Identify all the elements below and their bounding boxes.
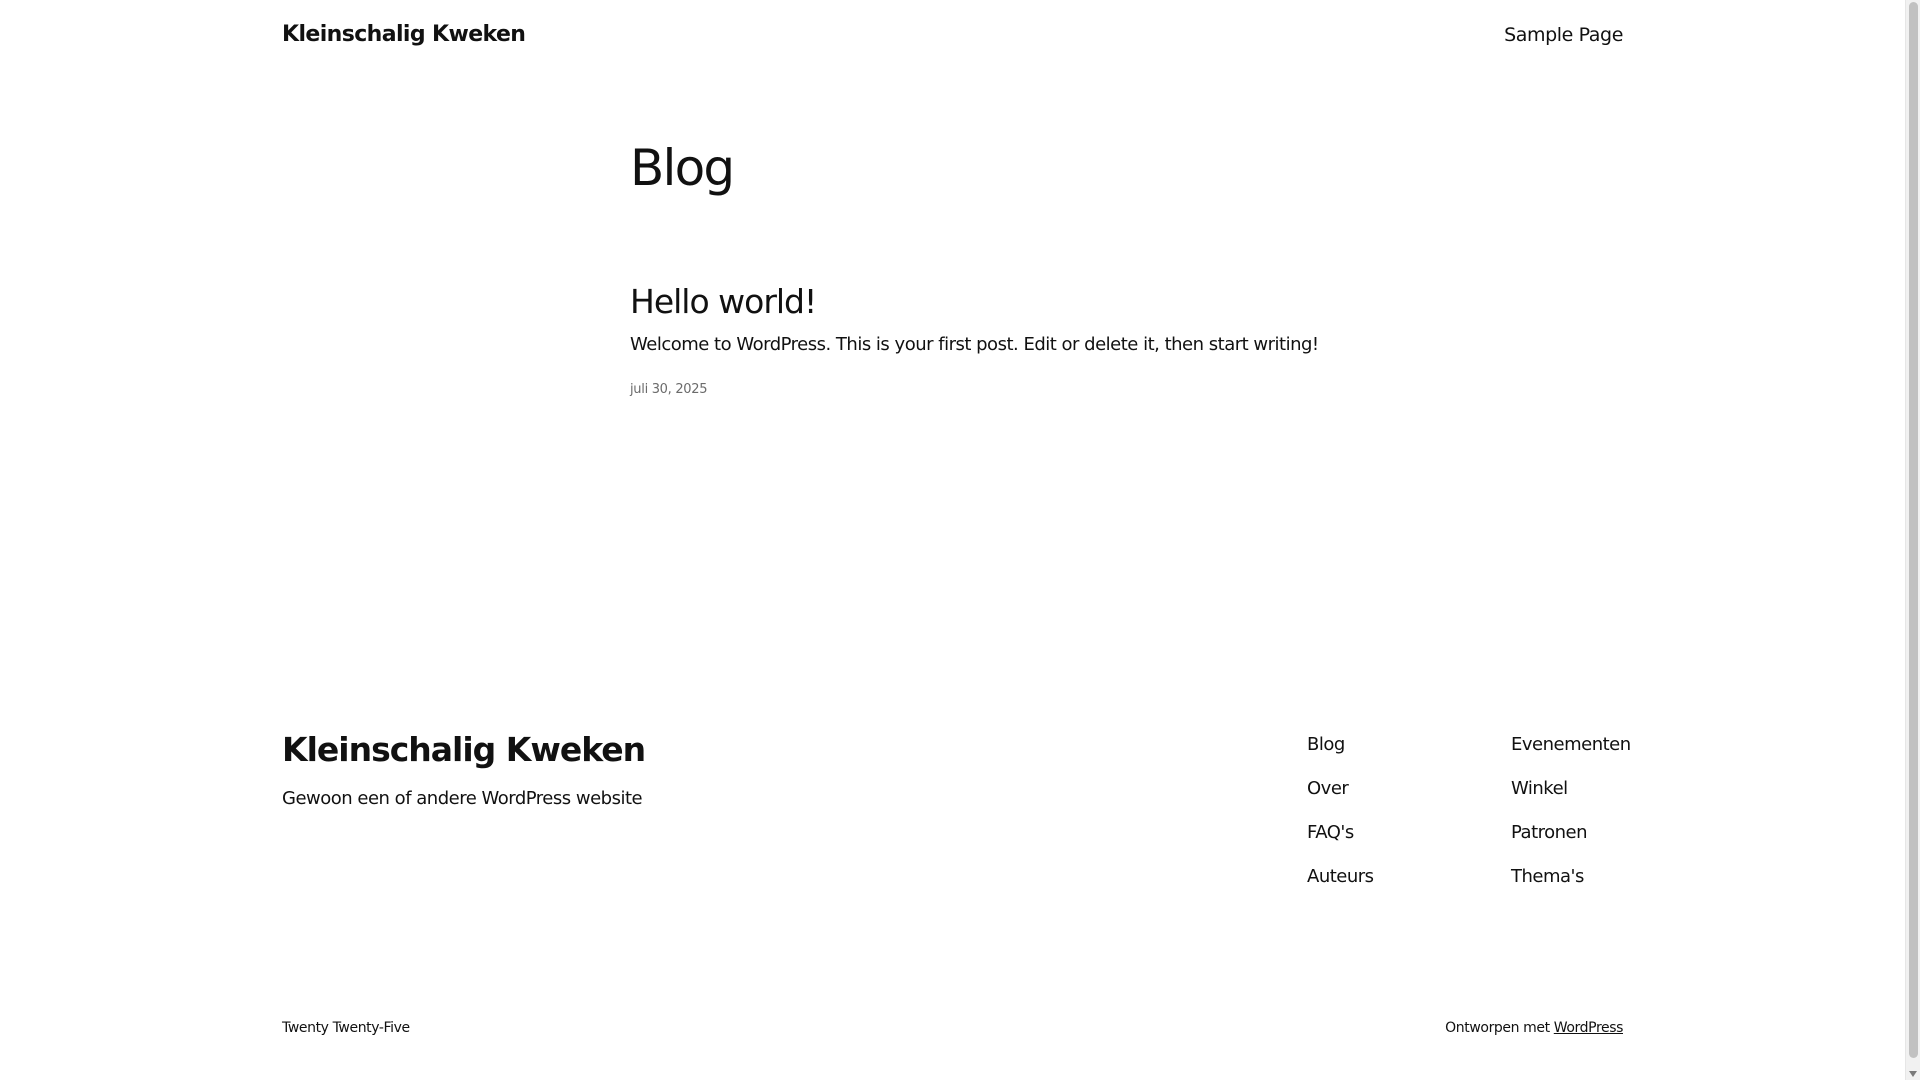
footer-tagline: Gewoon een of andere WordPress website — [282, 788, 643, 809]
scrollbar-thumb[interactable] — [1909, 2, 1918, 1058]
footer-nav-column-2 — [1511, 732, 1631, 890]
footer-site-title-link[interactable]: Kleinschalig Kweken — [282, 730, 646, 769]
footer-link-patronen[interactable]: Patronen — [1511, 822, 1588, 843]
header-nav — [1504, 22, 1623, 48]
footer-credit-prefix: Ontworpen met — [1445, 1020, 1550, 1036]
post-excerpt: Welcome to WordPress. This is your first post. Edit or delete it, then start writing! — [630, 334, 1319, 355]
post-date-link[interactable]: juli 30, 2025 — [630, 382, 708, 397]
footer-link-winkel[interactable]: Winkel — [1511, 778, 1568, 799]
post-title — [630, 281, 1330, 323]
footer-link-auteurs[interactable]: Auteurs — [1307, 866, 1374, 887]
post-title-link[interactable]: Hello world! — [630, 282, 817, 321]
main-content — [630, 135, 1330, 397]
nav-item-sample-page[interactable]: Sample Page — [1504, 24, 1623, 46]
vertical-scrollbar[interactable] — [1905, 0, 1920, 1080]
post-date — [630, 381, 1330, 399]
scroll-down-arrow-icon[interactable] — [1909, 1071, 1917, 1077]
footer-link-evenementen[interactable]: Evenementen — [1511, 734, 1631, 755]
footer-link-themas[interactable]: Thema's — [1511, 866, 1584, 887]
page-title: Blog — [630, 139, 734, 197]
post-item — [630, 281, 1330, 399]
footer-link-blog[interactable]: Blog — [1307, 734, 1345, 755]
footer-credit — [1445, 1018, 1623, 1038]
footer-theme-name: Twenty Twenty-Five — [282, 1020, 410, 1036]
footer-link-over[interactable]: Over — [1307, 778, 1349, 799]
site-title-link[interactable]: Kleinschalig Kweken — [282, 22, 526, 47]
wordpress-link[interactable]: WordPress — [1553, 1020, 1623, 1036]
footer-link-faqs[interactable]: FAQ's — [1307, 822, 1354, 843]
footer-nav-column-1 — [1307, 732, 1374, 890]
